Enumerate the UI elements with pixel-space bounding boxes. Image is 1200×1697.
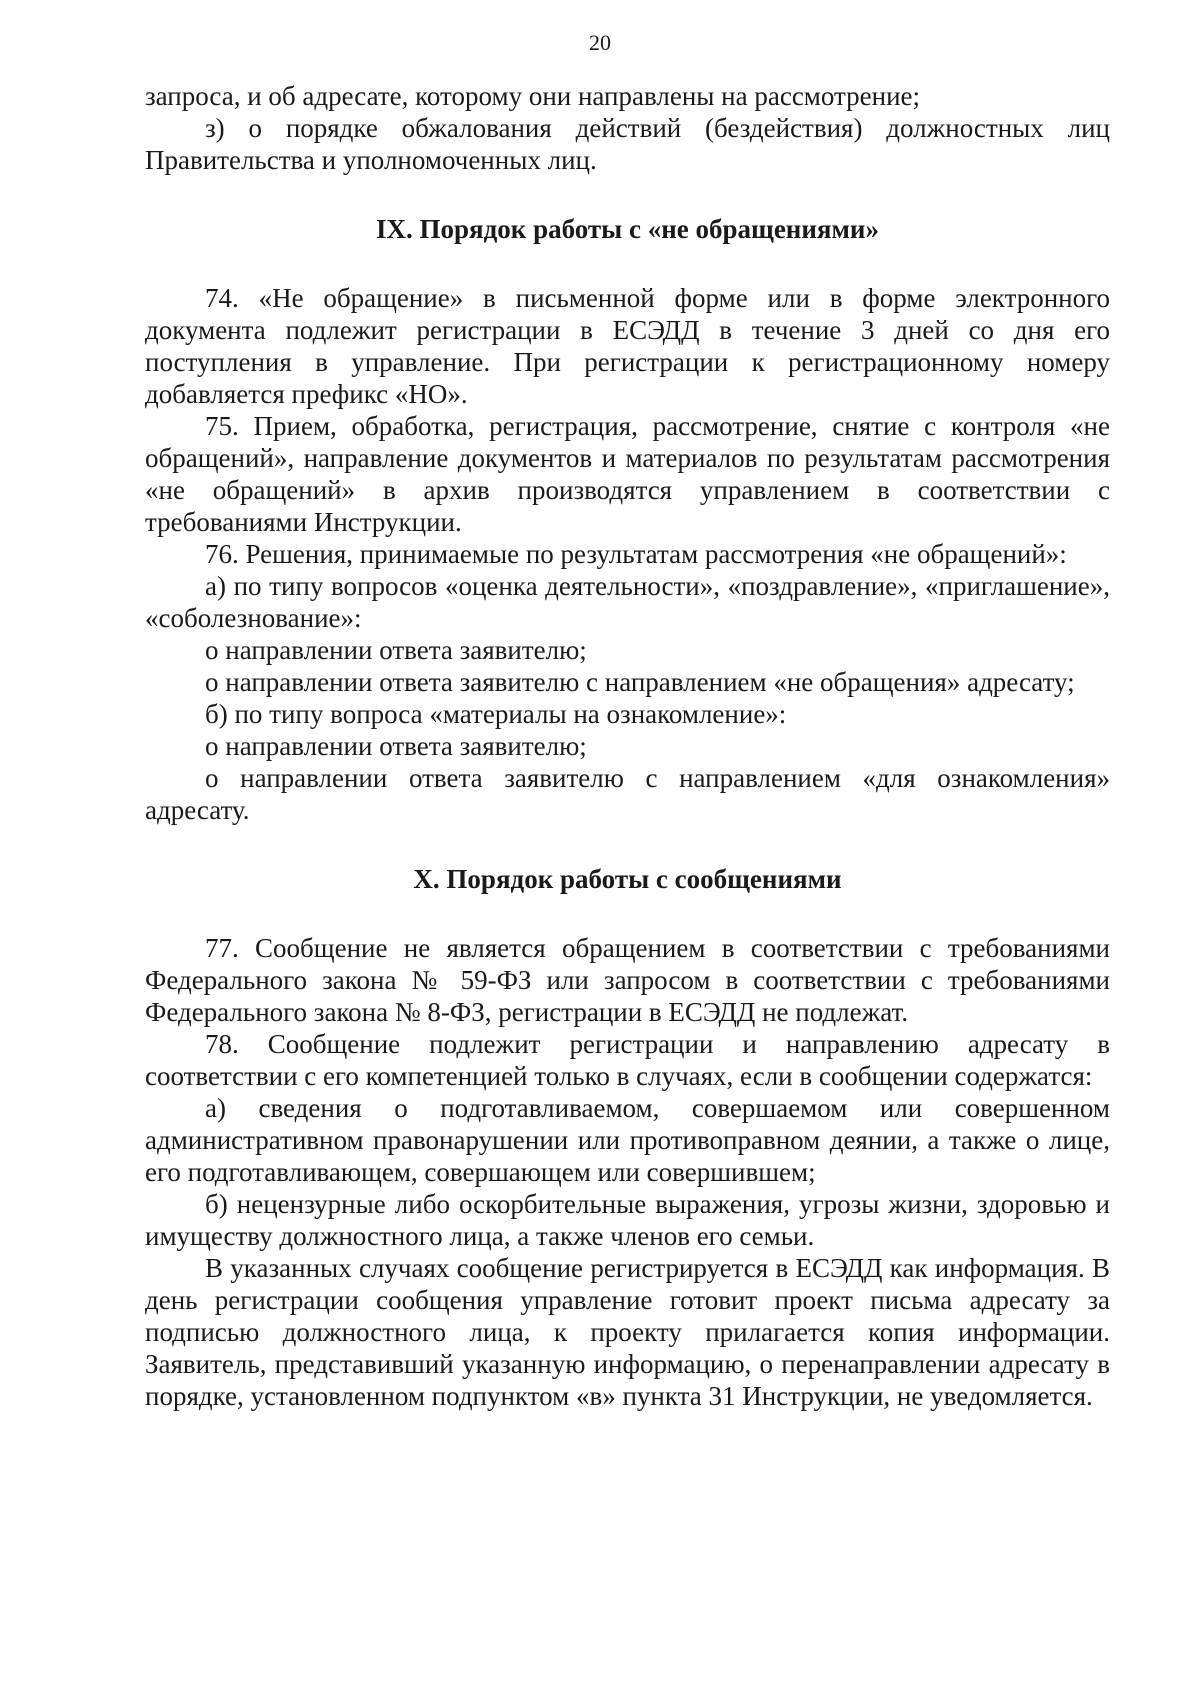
paragraph-74: 74. «Не обращение» в письменной форме или в форме электронного документа подлежит регистрации в ЕСЭДД в течение 3 дней со дня его поступления в управление. При регистрации к регистрационному номеру добавляется префикс «НО». — [145, 283, 1110, 409]
paragraph-78-b: б) нецензурные либо оскорбительные выражения, угрозы жизни, здоровью и имуществу должностного лица, а также членов его семьи. — [145, 1189, 1110, 1251]
paragraph-continuation: запроса, и об адресате, которому они направлены на рассмотрение; — [145, 81, 921, 111]
paragraph-78-final: В указанных случаях сообщение регистрируется в ЕСЭДД как информация. В день регистрации сообщения управление готовит проект письма адресату за подписью должностного лица, к проекту прилагается копия информации. Заявитель, представивший указанную информацию, о перенаправлении адресату в порядке, установленном подпунктом «в» пункта 31 Инструкции, не уведомляется. — [145, 1253, 1110, 1411]
paragraph-76-a-2: о направлении ответа заявителю с направлением «не обращения» адресату; — [205, 667, 1075, 697]
paragraph-78: 78. Сообщение подлежит регистрации и направлению адресату в соответствии с его компетенцией только в случаях, если в сообщении содержатся: — [145, 1029, 1110, 1091]
paragraph-78-a: а) сведения о подготавливаемом, совершаемом или совершенном административном правонарушении или противоправном деянии, а также о лице, его подготавливающем, совершающем или совершившем; — [145, 1093, 1110, 1187]
paragraph-77: 77. Сообщение не является обращением в соответствии с требованиями Федерального закона № 59-ФЗ или запросом в соответствии с требованиями Федерального закона № 8-ФЗ, регистрации в ЕСЭДД не подлежат. — [145, 933, 1110, 1027]
page-number: 20 — [589, 30, 611, 55]
section-heading-x: X. Порядок работы с сообщениями — [413, 864, 842, 894]
paragraph-item-z: з) о порядке обжалования действий (бездействия) должностных лиц Правительства и уполномоченных лиц. — [145, 113, 1110, 175]
paragraph-76-b-2: о направлении ответа заявителю с направлением «для ознакомления» адресату. — [145, 763, 1110, 825]
paragraph-76-b-1: о направлении ответа заявителю; — [205, 731, 587, 761]
paragraph-76-b: б) по типу вопроса «материалы на ознакомление»: — [205, 699, 787, 729]
paragraph-76-a: а) по типу вопросов «оценка деятельности», «поздравление», «приглашение», «соболезнование»: — [145, 571, 1110, 633]
paragraph-76-a-1: о направлении ответа заявителю; — [205, 635, 587, 665]
paragraph-76: 76. Решения, принимаемые по результатам рассмотрения «не обращений»: — [205, 539, 1067, 569]
paragraph-75: 75. Прием, обработка, регистрация, рассмотрение, снятие с контроля «не обращений», направление документов и материалов по результатам рассмотрения «не обращений» в архив производятся управлением в соответствии с требованиями Инструкции. — [145, 411, 1110, 537]
document-body — [145, 80, 1110, 1412]
section-heading-ix: IX. Порядок работы с «не обращениями» — [376, 214, 879, 244]
